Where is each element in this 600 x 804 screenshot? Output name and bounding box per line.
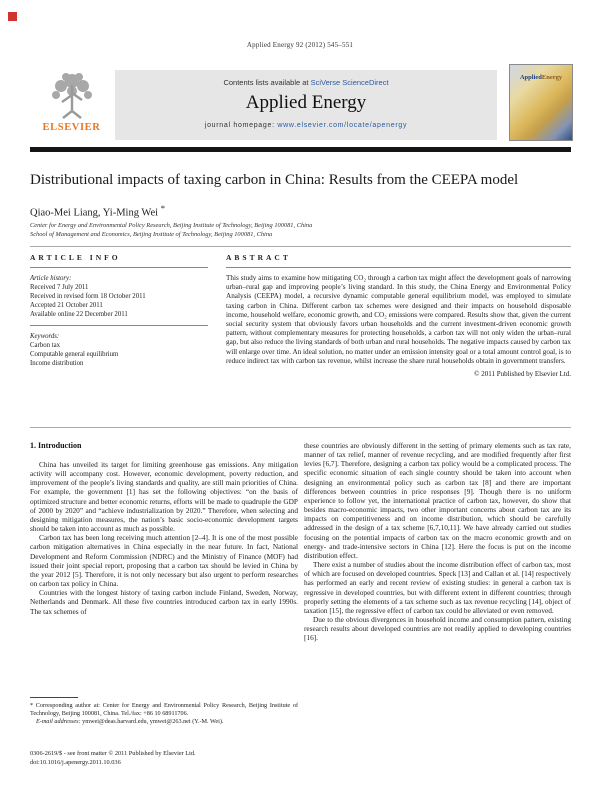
- sciencedirect-link[interactable]: SciVerse ScienceDirect: [310, 78, 389, 87]
- article-info-heading-rule: [30, 267, 208, 268]
- corresponding-author-mark: *: [160, 203, 166, 213]
- keywords-rule: [30, 325, 208, 326]
- body-paragraph: Carbon tax has been long receiving much attention [2–4]. It is one of the most possible carbon mitigation alternatives in China especially in the near future. In fact, National Development and Reform Commission (NDRC) and the Ministry of Finance (MOF) had issued their joint special report, proposing that a carbon tax should be levied in China by the year 2012 [5]. Therefore, it is not only necessary but also urgent to perform researches on carbon tax policy in China.: [30, 533, 298, 589]
- body-paragraph: China has unveiled its target for limiting greenhouse gas emissions. Any mitigation activity will accompany cost. However, economic development, poverty reduction, and improvement of the people’s living standards and quality, are still main priorities of China. For example, the government [1] has set the following objectives: “on the basis of optimized structure and better economic returns, efforts will be made to quadruple the GDP of 2000 by 2020” and “achieve industrialization by 2020.” Therefore, when selecting and designing mitigation measures, the nation’s basic socio-economic development targets should be taken into account as much as possible.: [30, 460, 298, 534]
- body-right-column: [304, 441, 571, 642]
- article-info-heading: ARTICLE INFO: [30, 253, 121, 262]
- article-history-label: Article history:: [30, 275, 72, 282]
- email-line: [30, 718, 298, 726]
- keyword-item: Computable general equilibrium: [30, 351, 119, 358]
- history-accepted: Accepted 21 October 2011: [30, 302, 103, 309]
- cover-title: AppliedEnergy: [519, 74, 563, 81]
- affiliation-2: School of Management and Economics, Beijing Institute of Technology, Beijing 100081, China: [30, 231, 273, 238]
- footnote-rule: [30, 697, 78, 698]
- history-online: Available online 22 December 2011: [30, 311, 128, 318]
- body-paragraph: Countries with the longest history of taxing carbon include Finland, Sweden, Norway, Netherlands and Denmark. All these five countries introduced carbon tax in early 1990s. The tax schemes of: [30, 588, 298, 616]
- corresponding-author-note: * Corresponding author at: Center for Energy and Environmental Policy Research, Beijing Institute of Technology, Beijing 100081, China. Tel./fax: +86 10 68911706.: [30, 702, 298, 717]
- journal-name: Applied Energy: [245, 92, 367, 113]
- keywords-label: Keywords:: [30, 333, 60, 340]
- journal-cover-thumbnail: [509, 64, 573, 141]
- body-paragraph: these countries are obviously different in the setting of primary elements such as tax rate, manner of tax relief, manner of revenue recycling, and are modified frequently after first levies [6,7]. Therefore, designing a carbon tax policy would be a complicated process. The specific economic situation of each single country should be taken into account when designing an environmental policy such as carbon tax [8] and there are important differences between countries in price responses [9]. Though there is no uniform experience to follow yet, the international practice of carbon tax, however, do show that besides macro-economic impacts, two other important concerns about carbon tax are its impacts on competitiveness and on income distribution, which should be carefully addressed in the design of a tax scheme [6,7,10,11]. We have already carried out studies focusing on the potential impacts of carbon tax on the macro economic growth and on energy- and trade-intensive sectors in China [12]. Here the focus is put on the income distribution effect.: [304, 441, 571, 560]
- history-revised: Received in revised form 18 October 2011: [30, 293, 146, 300]
- abstract-heading: ABSTRACT: [226, 253, 291, 262]
- abstract-block-top-rule: [30, 246, 571, 247]
- contents-line: [115, 78, 497, 87]
- abstract-copyright: © 2011 Published by Elsevier Ltd.: [474, 370, 571, 379]
- abstract-heading-rule: [226, 267, 571, 268]
- abstract-text: This study aims to examine how mitigating CO₂ through a carbon tax might affect the development goals of narrowing urban–rural gap and improving people’s living standard. In this study, the China Energy and Environmental Policy Analysis (CEEPA) model, a recursive dynamic computable general equilibrium model, was employed to simulate taxing carbon in China. Different carbon tax schemes were designed and their impacts on household disposable income, household welfare, economic growth, and CO₂ emissions were compared. Results show that, given the current social security system that obviously favors urban households and the current investment-driven economic growth pattern, without complementary measures for protecting households, a carbon tax will not only widen the urban–rural gap, but also reduce the living standards of both urban and rural households. The negative impacts caused by carbon tax will enlarge over time. An ideal solution, no matter under an emission intensity goal or a total amount control goal, is to reduce indirect tax with carbon tax revenue, whilst increase the share rural households obtain in government transfers.: [226, 274, 571, 365]
- abstract-block-bottom-rule: [30, 427, 571, 428]
- footer-block: [30, 749, 330, 767]
- abstract-column: [226, 253, 571, 378]
- elsevier-logo: [30, 71, 113, 140]
- page-title: Distributional impacts of taxing carbon in China: Results from the CEEPA model: [30, 172, 519, 188]
- author-names: Qiao-Mei Liang, Yi-Ming Wei: [30, 207, 159, 219]
- homepage-link[interactable]: www.elsevier.com/locate/apenergy: [277, 122, 408, 129]
- contents-prefix: Contents lists available at: [223, 78, 311, 87]
- journal-reference-line: Applied Energy 92 (2012) 545–551: [246, 41, 354, 49]
- keyword-item: Income distribution: [30, 360, 84, 367]
- article-info-column: [30, 253, 208, 368]
- keyword-item: Carbon tax: [30, 342, 61, 349]
- header-divider: [30, 147, 571, 152]
- homepage-line: [115, 122, 497, 129]
- doi-link[interactable]: doi:10.1016/j.apenergy.2011.10.036: [30, 759, 121, 766]
- elsevier-tree-icon: [46, 71, 98, 121]
- email-addresses[interactable]: ymwei@deas.harvard.edu, ymwei@263.net (Y.-M. Wei).: [82, 717, 224, 725]
- issn-copyright-line: 0306-2619/$ - see front matter © 2011 Published by Elsevier Ltd.: [30, 750, 196, 757]
- email-label: E-mail addresses:: [36, 717, 81, 725]
- section-1-heading: 1. Introduction: [30, 441, 82, 450]
- body-paragraph: Due to the obvious divergences in household income and consumption pattern, existing research results about developed countries are not readily applied to developing countries [16].: [304, 614, 571, 643]
- homepage-prefix: journal homepage:: [204, 122, 278, 129]
- affiliation-1: Center for Energy and Environmental Policy Research, Beijing Institute of Technology, Beijing 100081, China: [30, 222, 313, 229]
- footnote-block: [30, 697, 298, 726]
- body-paragraph: There exist a number of studies about the income distribution effect of carbon tax, most of which are focused on developed countries. Speck [13] and Callan et al. [14] respectively has performed an early and recent review of existing studies: in general a carbon tax is regressive in developed countries, but with different extent in different countries; through properly setting the elements of a tax scheme such as tax revenue recycling [14], object of taxation [15], the regressive effect of carbon tax could be alleviated or even removed.: [304, 560, 571, 615]
- history-received: Received 7 July 2011: [30, 284, 89, 291]
- corner-marker: [8, 12, 17, 21]
- body-left-column: [30, 441, 298, 616]
- authors-line: [30, 203, 165, 219]
- elsevier-wordmark: ELSEVIER: [42, 122, 101, 133]
- masthead-banner: [115, 70, 497, 140]
